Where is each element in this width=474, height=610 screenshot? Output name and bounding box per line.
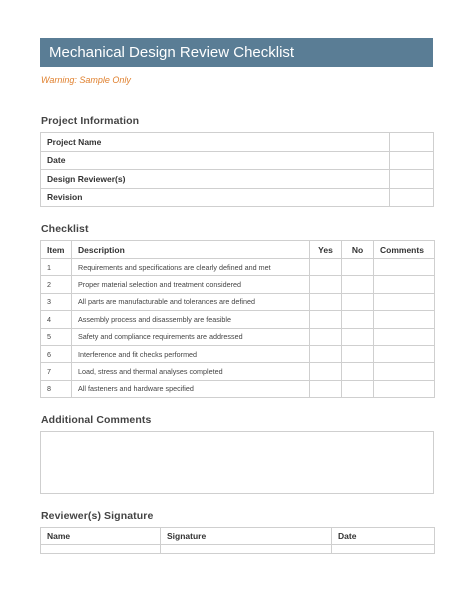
yes-cell[interactable] xyxy=(310,328,342,345)
no-cell[interactable] xyxy=(342,311,374,328)
item-description: Assembly process and disassembly are feasible xyxy=(72,311,310,328)
comments-cell[interactable] xyxy=(374,345,435,362)
name-column-header: Name xyxy=(41,528,161,545)
no-cell[interactable] xyxy=(342,328,374,345)
comments-cell[interactable] xyxy=(374,293,435,310)
item-number: 3 xyxy=(41,293,72,310)
no-cell[interactable] xyxy=(342,293,374,310)
no-cell[interactable] xyxy=(342,259,374,276)
table-row xyxy=(41,259,435,276)
item-description: All fasteners and hardware specified xyxy=(72,380,310,397)
table-row xyxy=(41,363,435,380)
item-description: Load, stress and thermal analyses completed xyxy=(72,363,310,380)
item-description: All parts are manufacturable and tolerances are defined xyxy=(72,293,310,310)
yes-cell[interactable] xyxy=(310,276,342,293)
item-description: Proper material selection and treatment considered xyxy=(72,276,310,293)
yes-cell[interactable] xyxy=(310,363,342,380)
table-row xyxy=(41,293,435,310)
item-number: 4 xyxy=(41,311,72,328)
table-row xyxy=(41,345,435,362)
revision-field[interactable] xyxy=(390,188,434,207)
no-cell[interactable] xyxy=(342,345,374,362)
table-row xyxy=(41,545,435,554)
item-number: 8 xyxy=(41,380,72,397)
date-field[interactable] xyxy=(332,545,435,554)
project-information-table xyxy=(40,132,434,207)
comments-cell[interactable] xyxy=(374,311,435,328)
date-label: Date xyxy=(41,151,390,170)
checklist-header-row xyxy=(41,241,435,259)
item-number: 2 xyxy=(41,276,72,293)
project-information-heading: Project Information xyxy=(41,115,140,127)
yes-column-header: Yes xyxy=(310,241,342,259)
page-title: Mechanical Design Review Checklist xyxy=(40,38,433,67)
project-name-label: Project Name xyxy=(41,133,390,152)
item-description: Requirements and specifications are clearly defined and met xyxy=(72,259,310,276)
item-number: 7 xyxy=(41,363,72,380)
comments-cell[interactable] xyxy=(374,363,435,380)
revision-label: Revision xyxy=(41,188,390,207)
item-number: 1 xyxy=(41,259,72,276)
design-reviewers-field[interactable] xyxy=(390,170,434,189)
signature-field[interactable] xyxy=(161,545,332,554)
item-column-header: Item xyxy=(41,241,72,259)
comments-cell[interactable] xyxy=(374,276,435,293)
description-column-header: Description xyxy=(72,241,310,259)
checklist-heading: Checklist xyxy=(41,223,89,235)
signature-column-header: Signature xyxy=(161,528,332,545)
yes-cell[interactable] xyxy=(310,293,342,310)
signature-header-row xyxy=(41,528,435,545)
no-cell[interactable] xyxy=(342,276,374,293)
date-column-header: Date xyxy=(332,528,435,545)
table-row xyxy=(41,133,434,152)
yes-cell[interactable] xyxy=(310,380,342,397)
date-field[interactable] xyxy=(390,151,434,170)
no-column-header: No xyxy=(342,241,374,259)
comments-cell[interactable] xyxy=(374,259,435,276)
table-row xyxy=(41,380,435,397)
no-cell[interactable] xyxy=(342,363,374,380)
item-number: 6 xyxy=(41,345,72,362)
comments-cell[interactable] xyxy=(374,328,435,345)
yes-cell[interactable] xyxy=(310,345,342,362)
sample-warning: Warning: Sample Only xyxy=(41,75,131,85)
project-name-field[interactable] xyxy=(390,133,434,152)
table-row xyxy=(41,151,434,170)
no-cell[interactable] xyxy=(342,380,374,397)
additional-comments-heading: Additional Comments xyxy=(41,414,152,426)
item-description: Safety and compliance requirements are addressed xyxy=(72,328,310,345)
table-row xyxy=(41,188,434,207)
item-description: Interference and fit checks performed xyxy=(72,345,310,362)
table-row xyxy=(41,170,434,189)
reviewer-signature-heading: Reviewer(s) Signature xyxy=(41,510,154,522)
table-row xyxy=(41,328,435,345)
design-reviewers-label: Design Reviewer(s) xyxy=(41,170,390,189)
table-row xyxy=(41,276,435,293)
yes-cell[interactable] xyxy=(310,259,342,276)
checklist-table xyxy=(40,240,435,398)
comments-column-header: Comments xyxy=(374,241,435,259)
table-row xyxy=(41,311,435,328)
signature-table xyxy=(40,527,435,554)
additional-comments-box[interactable] xyxy=(40,431,434,494)
yes-cell[interactable] xyxy=(310,311,342,328)
comments-cell[interactable] xyxy=(374,380,435,397)
item-number: 5 xyxy=(41,328,72,345)
name-field[interactable] xyxy=(41,545,161,554)
